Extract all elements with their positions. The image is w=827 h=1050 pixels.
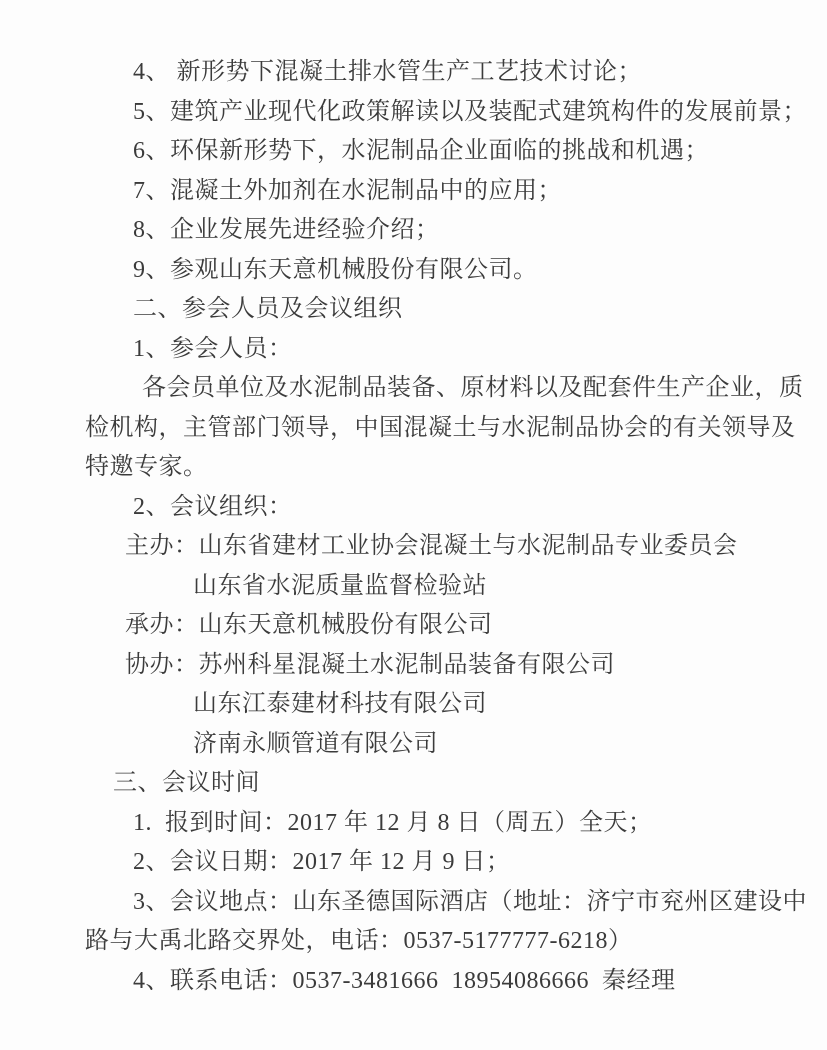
text-line-20: 1. 报到时间：2017 年 12 月 8 日（周五）全天； <box>133 809 653 836</box>
text-line-16: 协办：苏州科星混凝土水泥制品装备有限公司 <box>125 651 615 678</box>
text-line-13: 主办：山东省建材工业协会混凝土与水泥制品专业委员会 <box>125 533 738 559</box>
text-line-19: 三、会议时间 <box>113 770 260 796</box>
text-line-15: 承办：山东天意机械股份有限公司 <box>125 612 493 638</box>
text-line-21: 2、会议日期：2017 年 12 月 9 日； <box>133 849 511 875</box>
text-line-10: 检机构，主管部门领导，中国混凝土与水泥制品协会的有关领导及 <box>85 414 796 441</box>
text-line-23: 路与大禹北路交界处，电话：0537-5177777-6218） <box>85 928 633 954</box>
text-line-11: 特邀专家。 <box>85 454 208 480</box>
text-line-8: 1、参会人员： <box>133 335 293 362</box>
text-line-7: 二、参会人员及会议组织 <box>133 296 403 322</box>
text-line-24: 4、联系电话：0537-3481666 18954086666 秦经理 <box>133 967 676 994</box>
text-line-4: 7、混凝土外加剂在水泥制品中的应用； <box>133 177 562 204</box>
text-line-5: 8、企业发展先进经验介绍； <box>133 217 440 243</box>
text-line-6: 9、参观山东天意机械股份有限公司。 <box>133 256 538 283</box>
text-line-1: 4、 新形势下混凝土排水管生产工艺技术讨论； <box>133 59 642 85</box>
text-line-14: 山东省水泥质量监督检验站 <box>193 572 487 599</box>
text-line-22: 3、会议地点：山东圣德国际酒店（地址：济宁市兖州区建设中 <box>133 888 807 915</box>
text-line-3: 6、环保新形势下，水泥制品企业面临的挑战和机遇； <box>133 138 709 164</box>
text-line-18: 济南永顺管道有限公司 <box>193 730 438 757</box>
text-line-12: 2、会议组织： <box>133 493 293 520</box>
text-line-2: 5、建筑产业现代化政策解读以及装配式建筑构件的发展前景； <box>133 98 807 125</box>
text-line-9: 各会员单位及水泥制品装备、原材料以及配套件生产企业，质 <box>142 375 804 401</box>
text-line-17: 山东江泰建材科技有限公司 <box>193 691 487 717</box>
